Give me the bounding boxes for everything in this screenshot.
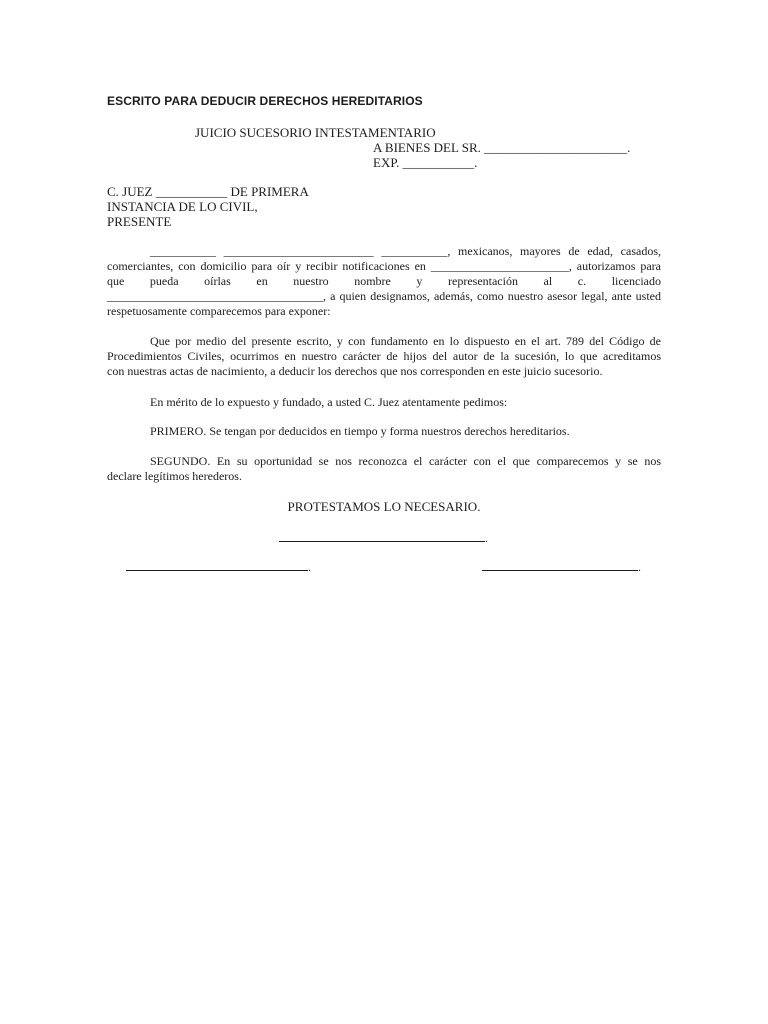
addressee-court: INSTANCIA DE LO CIVIL, (107, 199, 258, 214)
paragraph-introduction (107, 244, 661, 319)
signature-line-center (279, 541, 485, 542)
paragraph-second-point (107, 454, 661, 484)
addressee-judge: C. JUEZ ___________ DE PRIMERA (107, 184, 309, 199)
estate-of-line: A BIENES DEL SR. ______________________. (373, 140, 631, 155)
file-number-line: EXP. ___________. (373, 155, 478, 170)
signature-line-right (482, 570, 638, 571)
paragraph-line: comerciantes, con domicilio para oír y recibir notificaciones en _______________________, autorizamos para (107, 259, 661, 273)
paragraph-line: ___________ _________________________ ___________, mexicanos, mayores de edad, casados, (150, 244, 661, 258)
paragraph-line: que pueda oírlas en nuestro nombre y representación al c. licenciado (107, 274, 661, 288)
paragraph-grounds (107, 334, 661, 379)
addressee-present: PRESENTE (107, 214, 172, 229)
paragraph-line: Que por medio del presente escrito, y con fundamento en lo dispuesto en el art. 789 del Código de (150, 334, 661, 348)
signature-line-left (126, 570, 308, 571)
paragraph-line: respetuosamente comparecemos para exponer: (107, 304, 331, 318)
document-title: ESCRITO PARA DEDUCIR DERECHOS HEREDITARIOS (107, 94, 423, 108)
signature-dot: . (308, 560, 311, 574)
paragraph-line: Procedimientos Civiles, ocurrimos en nuestro carácter de hijos del autor de la sucesión, lo que acreditamos (107, 349, 661, 363)
case-type-line: JUICIO SUCESORIO INTESTAMENTARIO (195, 125, 436, 140)
paragraph-line: SEGUNDO. En su oportunidad se nos reconozca el carácter con el que comparecemos y se nos (150, 454, 661, 468)
paragraph-line: ____________________________________, a quien designamos, además, como nuestro asesor legal, ante usted (107, 289, 661, 303)
signature-dot: . (485, 531, 488, 545)
paragraph-request: En mérito de lo expuesto y fundado, a usted C. Juez atentamente pedimos: (150, 395, 508, 409)
signature-dot: . (638, 560, 641, 574)
closing-statement: PROTESTAMOS LO NECESARIO. (287, 499, 481, 514)
paragraph-line: con nuestras actas de nacimiento, a deducir los derechos que nos corresponden en este juicio sucesorio. (107, 364, 603, 378)
paragraph-first-point: PRIMERO. Se tengan por deducidos en tiempo y forma nuestros derechos hereditarios. (150, 424, 570, 438)
paragraph-line: declare legítimos herederos. (107, 469, 242, 483)
